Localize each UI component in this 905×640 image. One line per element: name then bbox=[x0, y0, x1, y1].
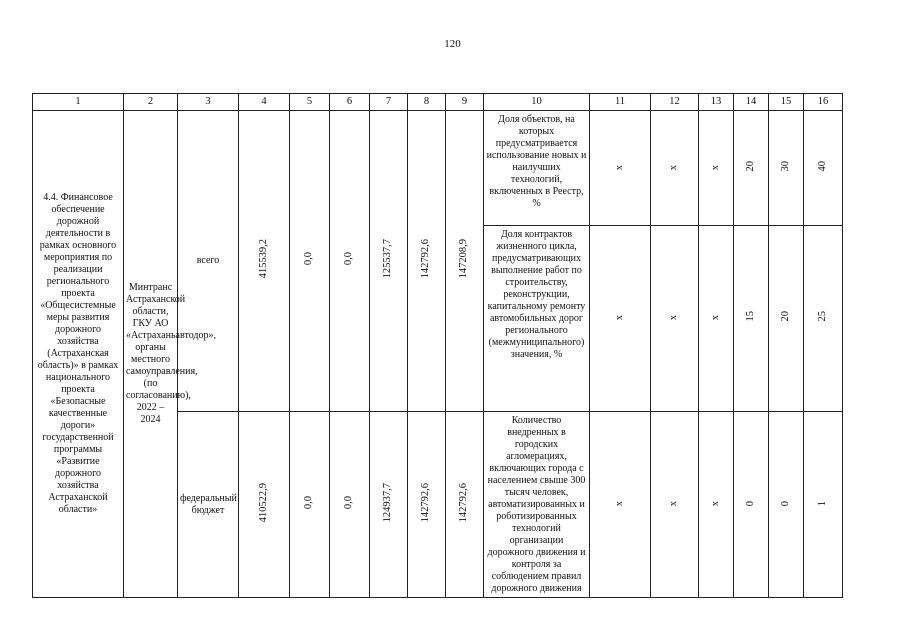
indicator-value-text: x bbox=[668, 164, 680, 170]
indicator-value-text: 0 bbox=[744, 501, 756, 507]
indicator-text: Доля контрактов жизненного цикла, предусматривающих выполнение работ по строительству, реконструкции, капитальному ремонту автомобильных дорог регионального (межмуниципального) значения, % bbox=[487, 229, 586, 360]
value-cell bbox=[446, 412, 484, 598]
indicator-value-text: x bbox=[668, 315, 680, 321]
value-cell bbox=[370, 412, 408, 598]
indicator-cell bbox=[484, 412, 590, 598]
value-cell bbox=[408, 111, 446, 412]
col-header-16: 16 bbox=[804, 94, 843, 111]
indicator-value bbox=[699, 412, 734, 598]
indicator-value-text: 20 bbox=[779, 311, 791, 322]
header-row bbox=[33, 94, 843, 111]
funding-source-label: федеральный бюджет bbox=[180, 492, 237, 516]
indicator-value-text: 40 bbox=[816, 160, 828, 172]
indicator-value bbox=[590, 226, 651, 412]
value-cell bbox=[446, 111, 484, 412]
value-cell bbox=[330, 412, 370, 598]
indicator-value bbox=[804, 226, 843, 412]
funding-source-label: всего bbox=[196, 255, 220, 266]
indicator-value bbox=[651, 412, 699, 598]
col-header-5: 5 bbox=[290, 94, 330, 111]
col-header-10: 10 bbox=[484, 94, 590, 111]
indicator-value-text: 0 bbox=[779, 501, 791, 507]
indicator-value bbox=[590, 111, 651, 226]
indicator-value-text: x bbox=[709, 315, 721, 321]
col-header-4: 4 bbox=[239, 94, 290, 111]
indicator-value-text: x bbox=[668, 501, 680, 507]
indicator-value bbox=[651, 226, 699, 412]
indicator-text: Количество внедренных в городских агломерациях, включающих города с населением свыше 300 тысяч человек, автоматизированных и роботизированных технологий организации дорожного движения и контроля за соблюдением правил дорожного движения bbox=[487, 415, 586, 594]
col-header-13: 13 bbox=[699, 94, 734, 111]
value-text: 0,0 bbox=[303, 252, 315, 266]
value-cell bbox=[330, 111, 370, 412]
value-text: 147208,9 bbox=[458, 239, 470, 279]
indicator-value-text: 25 bbox=[816, 311, 828, 322]
value-text: 142792,6 bbox=[420, 482, 432, 523]
value-cell bbox=[370, 111, 408, 412]
program-table bbox=[32, 93, 843, 598]
indicator-value-text: 15 bbox=[744, 311, 756, 322]
indicator-value-text: x bbox=[613, 501, 625, 507]
indicator-value-text: 30 bbox=[779, 160, 791, 172]
indicator-value bbox=[769, 412, 804, 598]
funding-source-cell bbox=[178, 412, 239, 598]
col-header-6: 6 bbox=[330, 94, 370, 111]
measure-text: 4.4. Финансовое обеспечение дорожной деятельности в рамках основного мероприятия по реализации регионального проекта «Общесистемные меры развития дорожного хозяйства (Астраханская область)» в рамках национального проекта «Безопасные качественные дороги» государственной программы «Развитие дорожного хозяйства Астраханской области» bbox=[37, 192, 119, 515]
indicator-value bbox=[804, 111, 843, 226]
value-text: 142792,6 bbox=[420, 239, 432, 279]
value-text: 410522,9 bbox=[257, 482, 269, 523]
col-header-14: 14 bbox=[734, 94, 769, 111]
value-cell bbox=[290, 111, 330, 412]
value-cell bbox=[239, 111, 290, 412]
col-header-7: 7 bbox=[370, 94, 408, 111]
indicator-value-text: x bbox=[709, 164, 721, 170]
indicator-value bbox=[651, 111, 699, 226]
value-text: 125537,7 bbox=[382, 239, 394, 279]
col-header-11: 11 bbox=[590, 94, 651, 111]
indicator-value-text: x bbox=[613, 315, 625, 321]
indicator-value-text: x bbox=[709, 501, 721, 507]
col-header-12: 12 bbox=[651, 94, 699, 111]
indicator-value-text: 1 bbox=[816, 501, 828, 507]
indicator-value bbox=[769, 111, 804, 226]
indicator-value bbox=[699, 111, 734, 226]
indicator-cell bbox=[484, 111, 590, 226]
value-text: 124937,7 bbox=[382, 482, 394, 523]
col-header-3: 3 bbox=[178, 94, 239, 111]
value-text: 0,0 bbox=[343, 495, 355, 510]
table-row bbox=[33, 111, 843, 226]
indicator-value bbox=[734, 111, 769, 226]
page-number: 120 bbox=[444, 38, 461, 50]
col-header-2: 2 bbox=[124, 94, 178, 111]
value-text: 0,0 bbox=[303, 495, 315, 510]
value-cell bbox=[239, 412, 290, 598]
indicator-value bbox=[769, 226, 804, 412]
indicator-value bbox=[590, 412, 651, 598]
indicator-cell bbox=[484, 226, 590, 412]
col-header-9: 9 bbox=[446, 94, 484, 111]
indicator-value bbox=[699, 226, 734, 412]
value-text: 0,0 bbox=[343, 252, 355, 266]
indicator-value bbox=[734, 226, 769, 412]
executor-text: Минтранс Астраханской области, ГКУ АО «Астраханьавтодор», органы местного самоуправления, (по согласованию), 2022 – 2024 bbox=[126, 282, 217, 425]
col-header-15: 15 bbox=[769, 94, 804, 111]
indicator-text: Доля объектов, на которых предусматривается использование новых и наилучших технологий, включенных в Реестр, % bbox=[486, 114, 587, 209]
col-header-1: 1 bbox=[33, 94, 124, 111]
indicator-value-text: x bbox=[613, 164, 625, 170]
indicator-value bbox=[734, 412, 769, 598]
indicator-value-text: 20 bbox=[744, 160, 756, 172]
value-cell bbox=[290, 412, 330, 598]
value-text: 415539,2 bbox=[257, 239, 269, 279]
col-header-8: 8 bbox=[408, 94, 446, 111]
indicator-value bbox=[804, 412, 843, 598]
value-text: 142792,6 bbox=[458, 482, 470, 523]
measure-cell bbox=[33, 111, 124, 598]
value-cell bbox=[408, 412, 446, 598]
